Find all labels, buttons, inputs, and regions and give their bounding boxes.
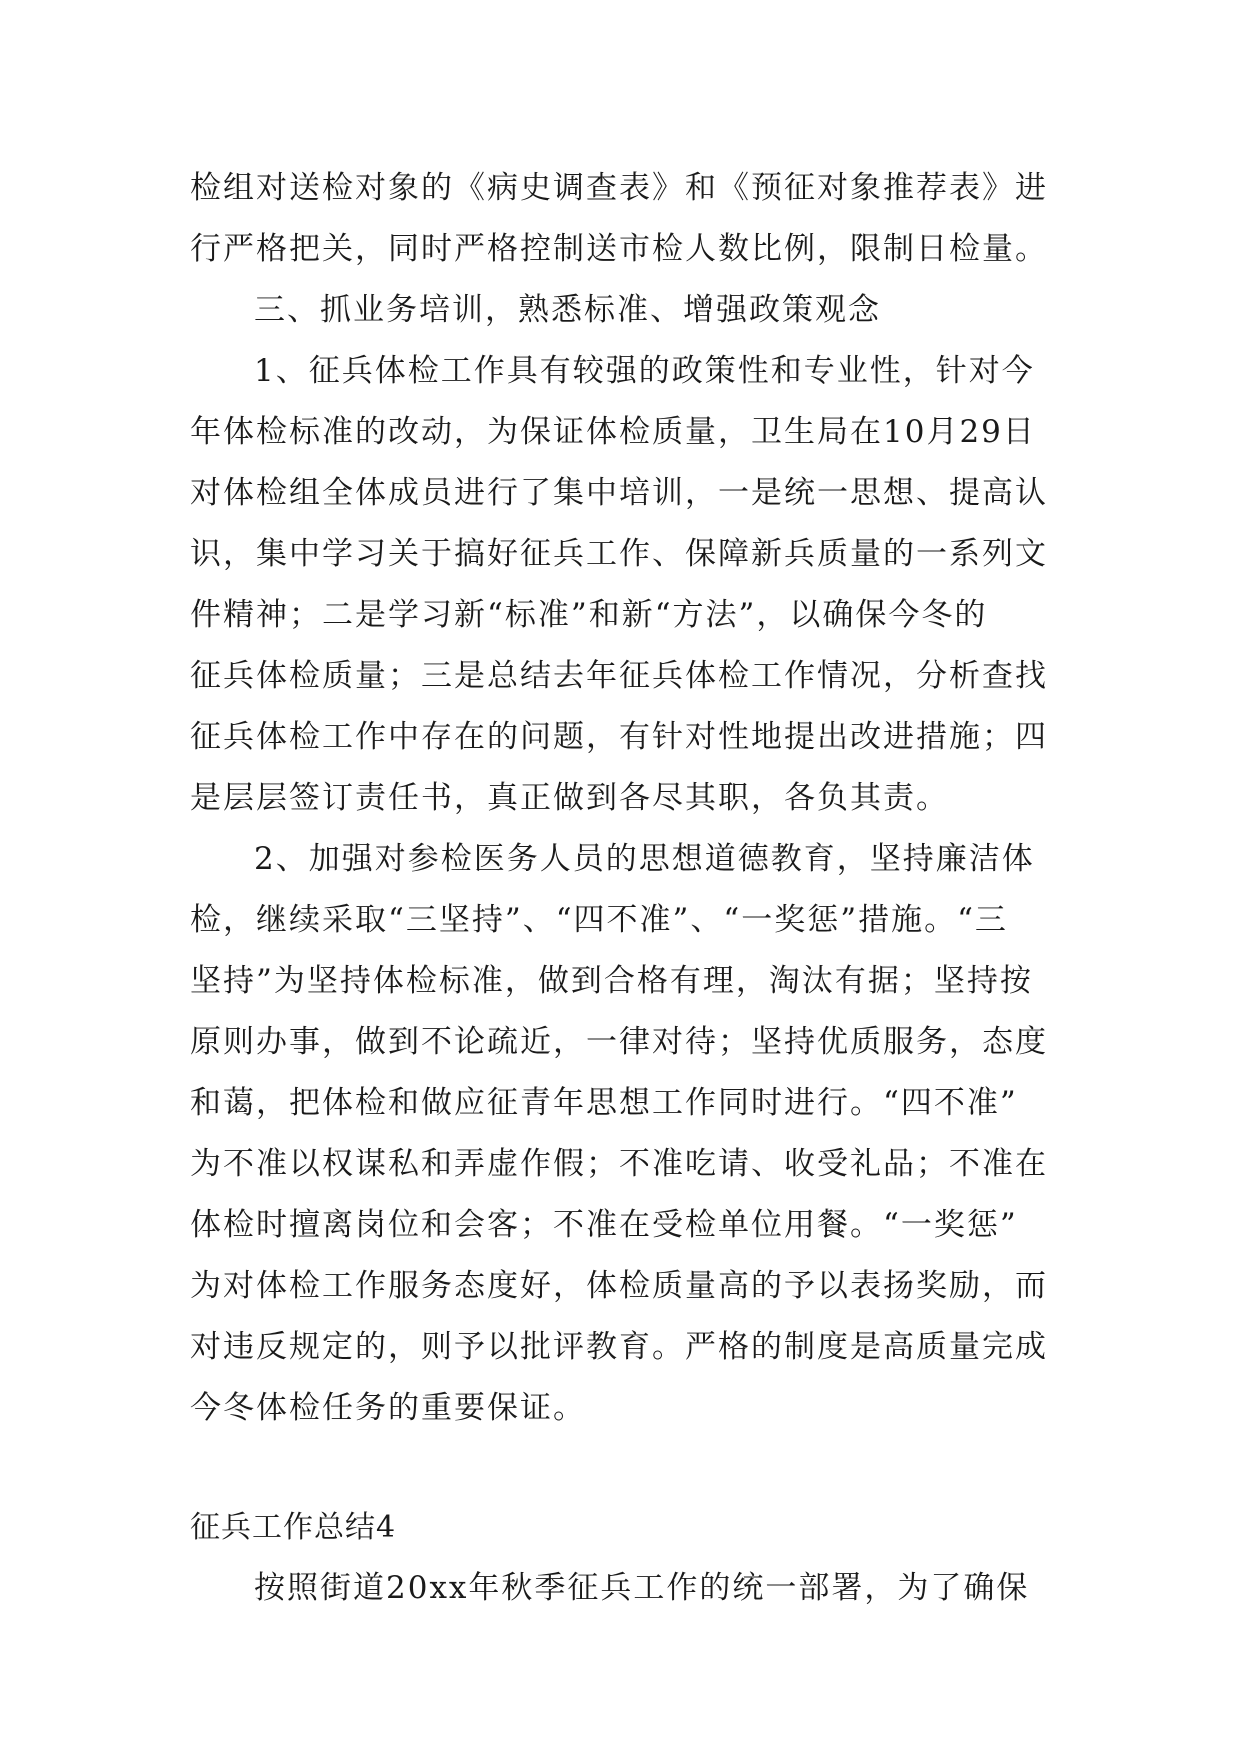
paragraph bbox=[190, 829, 1060, 1439]
text-line: 件精神；二是学习新“标准”和新“方法”，以确保今冬的 bbox=[190, 597, 988, 633]
text-line: 是层层签订责任书，真正做到各尽其职，各负其责。 bbox=[190, 780, 949, 816]
text-line: 对违反规定的，则予以批评教育。严格的制度是高质量完成 bbox=[190, 1329, 1048, 1365]
text-line: 按照街道20xx年秋季征兵工作的统一部署，为了确保 bbox=[254, 1570, 1030, 1606]
spacer bbox=[190, 1439, 1060, 1497]
paragraph bbox=[190, 280, 1060, 341]
text-line: 检组对送检对象的《病史调查表》和《预征对象推荐表》进 bbox=[190, 170, 1048, 206]
text-line: 年体检标准的改动，为保证体检质量，卫生局在10月29日 bbox=[190, 414, 1036, 450]
paragraph bbox=[190, 158, 1060, 280]
text-line: 坚持”为坚持体检标准，做到合格有理，淘汰有据；坚持按 bbox=[190, 963, 1033, 999]
text-line: 为对体检工作服务态度好，体检质量高的予以表扬奖励，而 bbox=[190, 1268, 1048, 1304]
text-line: 1、征兵体检工作具有较强的政策性和专业性，针对今 bbox=[254, 353, 1035, 389]
text-line: 识，集中学习关于搞好征兵工作、保障新兵质量的一系列文 bbox=[190, 536, 1048, 572]
section-heading: 征兵工作总结4 bbox=[190, 1510, 397, 1545]
text-line: 行严格把关，同时严格控制送市检人数比例，限制日检量。 bbox=[190, 231, 1048, 267]
paragraph bbox=[190, 341, 1060, 829]
text-line: 原则办事，做到不论疏近，一律对待；坚持优质服务，态度 bbox=[190, 1024, 1048, 1060]
text-line: 2、加强对参检医务人员的思想道德教育，坚持廉洁体 bbox=[254, 841, 1035, 877]
text-line: 对体检组全体成员进行了集中培训，一是统一思想、提高认 bbox=[190, 475, 1048, 511]
text-line: 征兵体检质量；三是总结去年征兵体检工作情况，分析查找 bbox=[190, 658, 1048, 694]
text-line: 检，继续采取“三坚持”、“四不准”、“一奖惩”措施。“三 bbox=[190, 902, 1008, 938]
text-line: 体检时擅离岗位和会客；不准在受检单位用餐。“一奖惩” bbox=[190, 1207, 1018, 1243]
text-line: 和蔼，把体检和做应征青年思想工作同时进行。“四不准” bbox=[190, 1085, 1018, 1121]
text-line: 征兵体检工作中存在的问题，有针对性地提出改进措施；四 bbox=[190, 719, 1048, 755]
subsection-heading: 三、抓业务培训，熟悉标准、增强政策观念 bbox=[254, 292, 881, 328]
text-line: 为不准以权谋私和弄虚作假；不准吃请、收受礼品；不准在 bbox=[190, 1146, 1048, 1182]
document-body bbox=[190, 158, 1060, 1619]
text-line: 今冬体检任务的重要保证。 bbox=[190, 1390, 586, 1426]
